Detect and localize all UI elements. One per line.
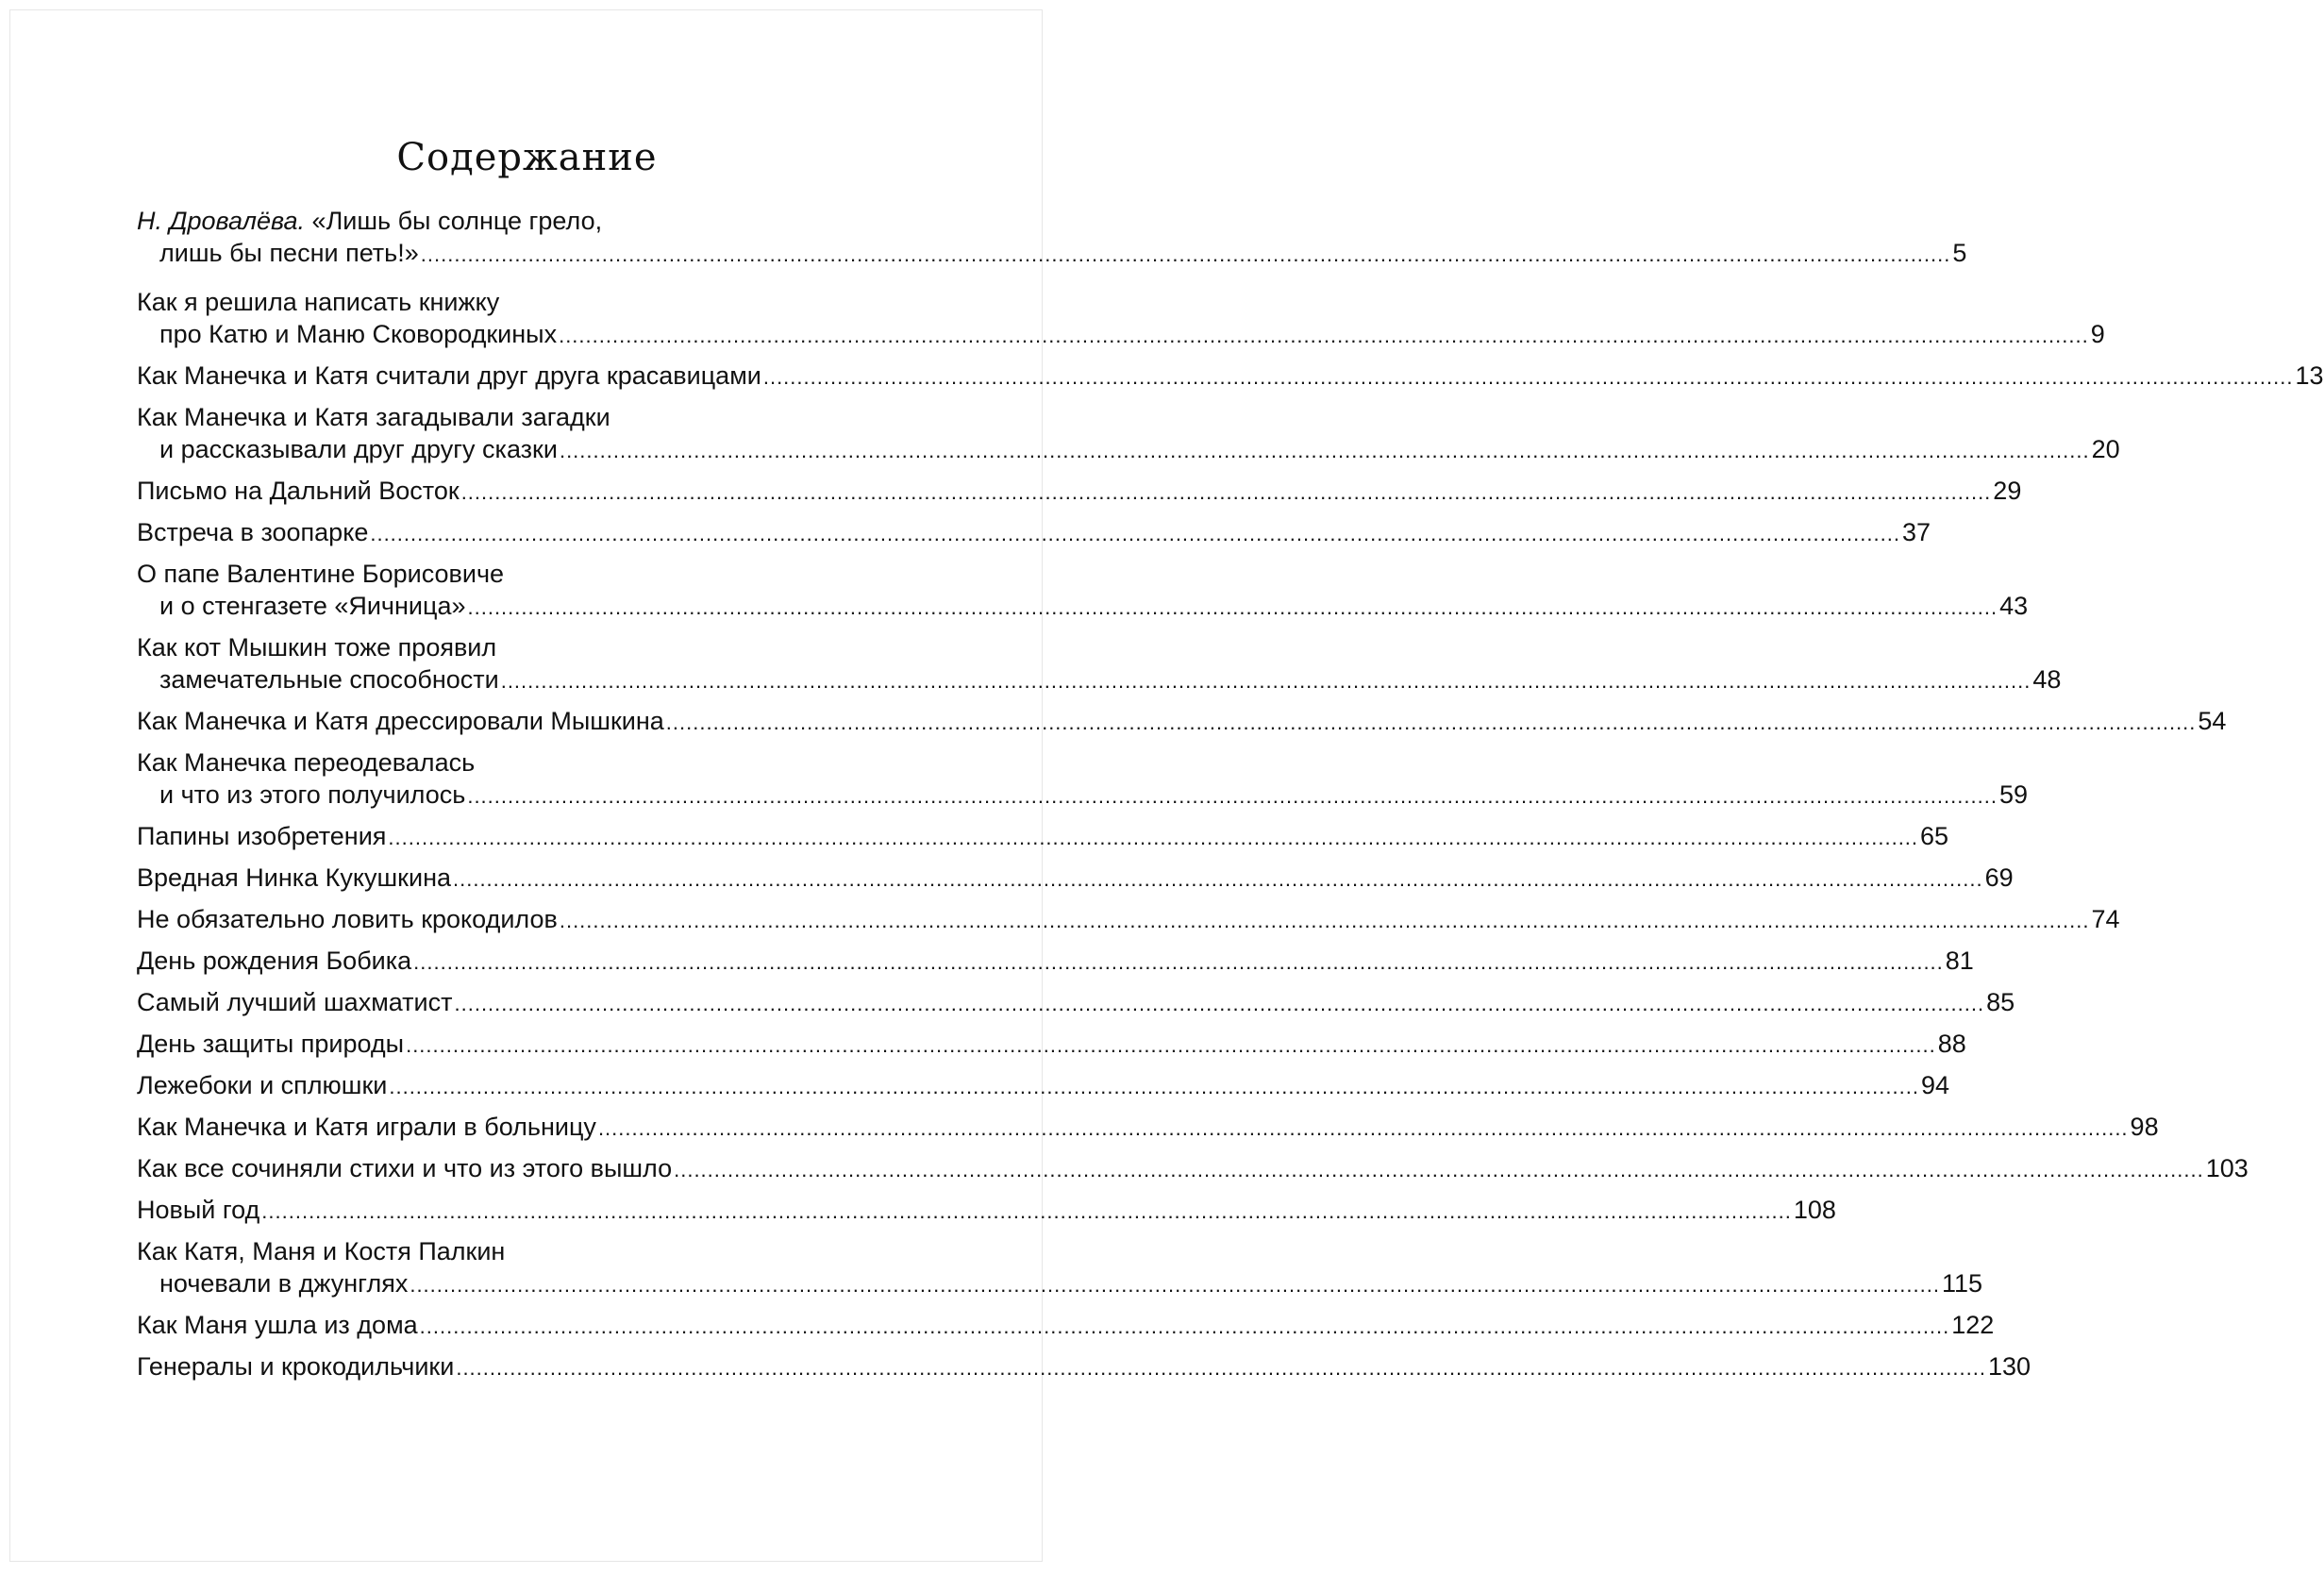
dot-leader: .................................................................................................................................................................................................................................... — [420, 243, 1951, 266]
toc-entry-title-part: «Лишь бы солнце грело, — [311, 207, 603, 235]
toc-entry-title: и рассказывали друг другу сказки — [159, 435, 558, 463]
toc-entry-page: 59 — [1998, 780, 2028, 809]
dot-leader: .................................................................................................................................................................................................................................... — [460, 480, 1992, 504]
toc-entry-page: 54 — [2198, 707, 2227, 735]
toc-entry-last-line — [137, 590, 2029, 622]
toc-entry-title: Вредная Нинка Кукушкина — [137, 863, 451, 892]
toc-entry — [137, 1152, 2249, 1184]
toc-entry — [137, 360, 2324, 392]
toc-entry-page: 115 — [1941, 1269, 1982, 1298]
toc-entry-last-line — [137, 433, 2120, 465]
toc-entry-page: 98 — [2130, 1113, 2159, 1141]
toc-entry-first-line — [137, 205, 892, 237]
toc-entry-last-line — [137, 1028, 1966, 1060]
toc-entry-title: Лежебоки и сплюшки — [137, 1071, 388, 1099]
toc-entry-title: День рождения Бобика — [137, 947, 412, 975]
toc-entry — [137, 1028, 1966, 1060]
toc-entry-last-line — [137, 705, 2227, 737]
toc-entry-last-line — [137, 903, 2120, 935]
dot-leader: .................................................................................................................................................................................................................................... — [454, 992, 1985, 1015]
dot-leader: .................................................................................................................................................................................................................................... — [674, 1158, 2204, 1181]
toc-entry-title: лишь бы песни петь!» — [159, 239, 419, 267]
toc-entry-last-line — [137, 779, 2028, 811]
toc-entry-last-line — [137, 663, 2062, 695]
page-title: Содержание — [396, 136, 658, 179]
toc-entry-first-line: Как Манечка переодевалась — [137, 748, 476, 777]
toc-entry-last-line — [137, 360, 2324, 392]
toc-entry — [137, 286, 2105, 350]
dot-leader: .................................................................................................................................................................................................................................... — [500, 669, 2031, 693]
dot-leader: .................................................................................................................................................................................................................................... — [413, 950, 1944, 974]
toc-entry-last-line — [137, 1350, 2031, 1382]
toc-entry-title: Как Манечка и Катя дрессировали Мышкина — [137, 707, 664, 735]
toc-entry-page: 103 — [2205, 1154, 2249, 1182]
toc-entry — [137, 746, 2028, 811]
toc-entry-title: ночевали в джунглях — [159, 1269, 409, 1298]
toc-entry — [137, 475, 2022, 507]
dot-leader: .................................................................................................................................................................................................................................... — [453, 867, 1983, 891]
toc-entry-page: 94 — [1920, 1071, 1950, 1099]
dot-leader: .................................................................................................................................................................................................................................... — [665, 711, 2197, 734]
toc-entry — [137, 862, 2014, 894]
toc-entry-page: 13 — [2295, 361, 2324, 390]
toc-entry-last-line — [137, 1309, 1995, 1341]
toc-entry-title: про Катю и Маню Сковородкиных — [159, 320, 558, 348]
toc-entry-page: 108 — [1793, 1196, 1836, 1224]
toc-entry-title: замечательные способности — [159, 665, 499, 694]
toc-entry-title: Новый год — [137, 1196, 260, 1224]
toc-entry-last-line — [137, 516, 1931, 548]
toc-entry-title: Как все сочиняли стихи и что из этого вышло — [137, 1154, 673, 1182]
toc-entry-author: Н. Дровалёва. — [137, 207, 306, 235]
dot-leader: .................................................................................................................................................................................................................................... — [370, 522, 1900, 545]
dot-leader: .................................................................................................................................................................................................................................... — [597, 1116, 2129, 1140]
dot-leader: .................................................................................................................................................................................................................................... — [261, 1199, 1792, 1223]
toc-entry-last-line — [137, 1111, 2159, 1143]
toc-entry — [137, 1235, 1982, 1299]
toc-entry — [137, 631, 2062, 695]
toc-entry — [137, 1194, 1836, 1226]
toc-entry-title: Генералы и крокодильчики — [137, 1352, 455, 1381]
toc-entry-page: 9 — [2090, 320, 2105, 348]
toc-entry-first-line: Как кот Мышкин тоже проявил — [137, 633, 497, 662]
toc-entry-page: 29 — [1993, 477, 2022, 505]
toc-entry-first-line: О папе Валентине Борисовиче — [137, 560, 505, 588]
toc-entry-title: Письмо на Дальний Восток — [137, 477, 460, 505]
toc-entry — [137, 1350, 2031, 1382]
toc-entry — [137, 558, 2029, 622]
dot-leader: .................................................................................................................................................................................................................................... — [559, 909, 2090, 932]
table-of-contents — [137, 205, 2324, 1392]
toc-entry-page: 88 — [1937, 1030, 1966, 1058]
toc-entry-last-line — [137, 1194, 1836, 1226]
toc-entry-title: Как Манечка и Катя считали друг друга красавицами — [137, 361, 761, 390]
toc-entry-last-line — [137, 1152, 2249, 1184]
toc-entry — [137, 1069, 1950, 1101]
toc-entry — [137, 516, 1931, 548]
dot-leader: .................................................................................................................................................................................................................................... — [406, 1033, 1936, 1057]
book-page — [9, 9, 2324, 1562]
dot-leader: .................................................................................................................................................................................................................................... — [467, 784, 1998, 808]
toc-entry-title: Самый лучший шахматист — [137, 988, 453, 1016]
dot-leader: .................................................................................................................................................................................................................................... — [389, 1075, 1919, 1098]
toc-entry — [137, 705, 2227, 737]
toc-entry-page: 43 — [1999, 592, 2029, 620]
toc-entry-page: 122 — [1951, 1311, 1995, 1339]
toc-entry — [137, 401, 2120, 465]
toc-entry — [137, 1309, 1995, 1341]
toc-entry — [137, 205, 1967, 269]
toc-entry-first-line: Как Катя, Маня и Костя Палкин — [137, 1237, 506, 1265]
toc-entry-page: 81 — [1945, 947, 1974, 975]
toc-entry-page: 65 — [1920, 822, 1949, 850]
toc-entry-title: День защиты природы — [137, 1030, 405, 1058]
toc-entry — [137, 945, 1974, 977]
toc-entry-last-line — [137, 820, 1949, 852]
toc-entry-title: Папины изобретения — [137, 822, 387, 850]
toc-entry-page: 48 — [2032, 665, 2062, 694]
toc-entry-last-line — [137, 237, 1967, 269]
toc-entry-title: Встреча в зоопарке — [137, 518, 369, 546]
toc-entry-page: 5 — [1952, 239, 1967, 267]
toc-entry-last-line — [137, 318, 2105, 350]
toc-entry-title: Не обязательно ловить крокодилов — [137, 905, 558, 933]
toc-entry-title: Как Манечка и Катя играли в больницу — [137, 1113, 596, 1141]
toc-entry-last-line — [137, 475, 2022, 507]
toc-entry-last-line — [137, 862, 2014, 894]
dot-leader: .................................................................................................................................................................................................................................... — [419, 1315, 1950, 1338]
toc-entry-last-line — [137, 1069, 1950, 1101]
toc-entry-page: 85 — [1986, 988, 2015, 1016]
toc-entry-title: и о стенгазете «Яичница» — [159, 592, 466, 620]
dot-leader: .................................................................................................................................................................................................................................... — [456, 1356, 1986, 1380]
toc-entry — [137, 1111, 2159, 1143]
toc-entry — [137, 903, 2120, 935]
toc-entry-page: 74 — [2091, 905, 2120, 933]
dot-leader: .................................................................................................................................................................................................................................... — [388, 826, 1919, 849]
dot-leader: .................................................................................................................................................................................................................................... — [410, 1273, 1940, 1297]
toc-entry-page: 20 — [2091, 435, 2120, 463]
toc-entry-last-line — [137, 986, 2015, 1018]
toc-entry-page: 69 — [1984, 863, 2014, 892]
toc-entry — [137, 820, 1949, 852]
toc-entry — [137, 986, 2015, 1018]
toc-entry-title: Как Маня ушла из дома — [137, 1311, 418, 1339]
toc-entry-page: 37 — [1901, 518, 1931, 546]
dot-leader: .................................................................................................................................................................................................................................... — [559, 439, 2090, 462]
toc-entry-title: и что из этого получилось — [159, 780, 466, 809]
dot-leader: .................................................................................................................................................................................................................................... — [762, 365, 2294, 389]
toc-entry-last-line — [137, 945, 1974, 977]
dot-leader: .................................................................................................................................................................................................................................... — [467, 595, 1998, 619]
toc-entry-first-line: Как я решила написать книжку — [137, 288, 500, 316]
dot-leader: .................................................................................................................................................................................................................................... — [559, 324, 2089, 347]
toc-entry-last-line — [137, 1267, 1982, 1299]
toc-entry-first-line: Как Манечка и Катя загадывали загадки — [137, 403, 610, 431]
toc-entry-page: 130 — [1987, 1352, 2031, 1381]
